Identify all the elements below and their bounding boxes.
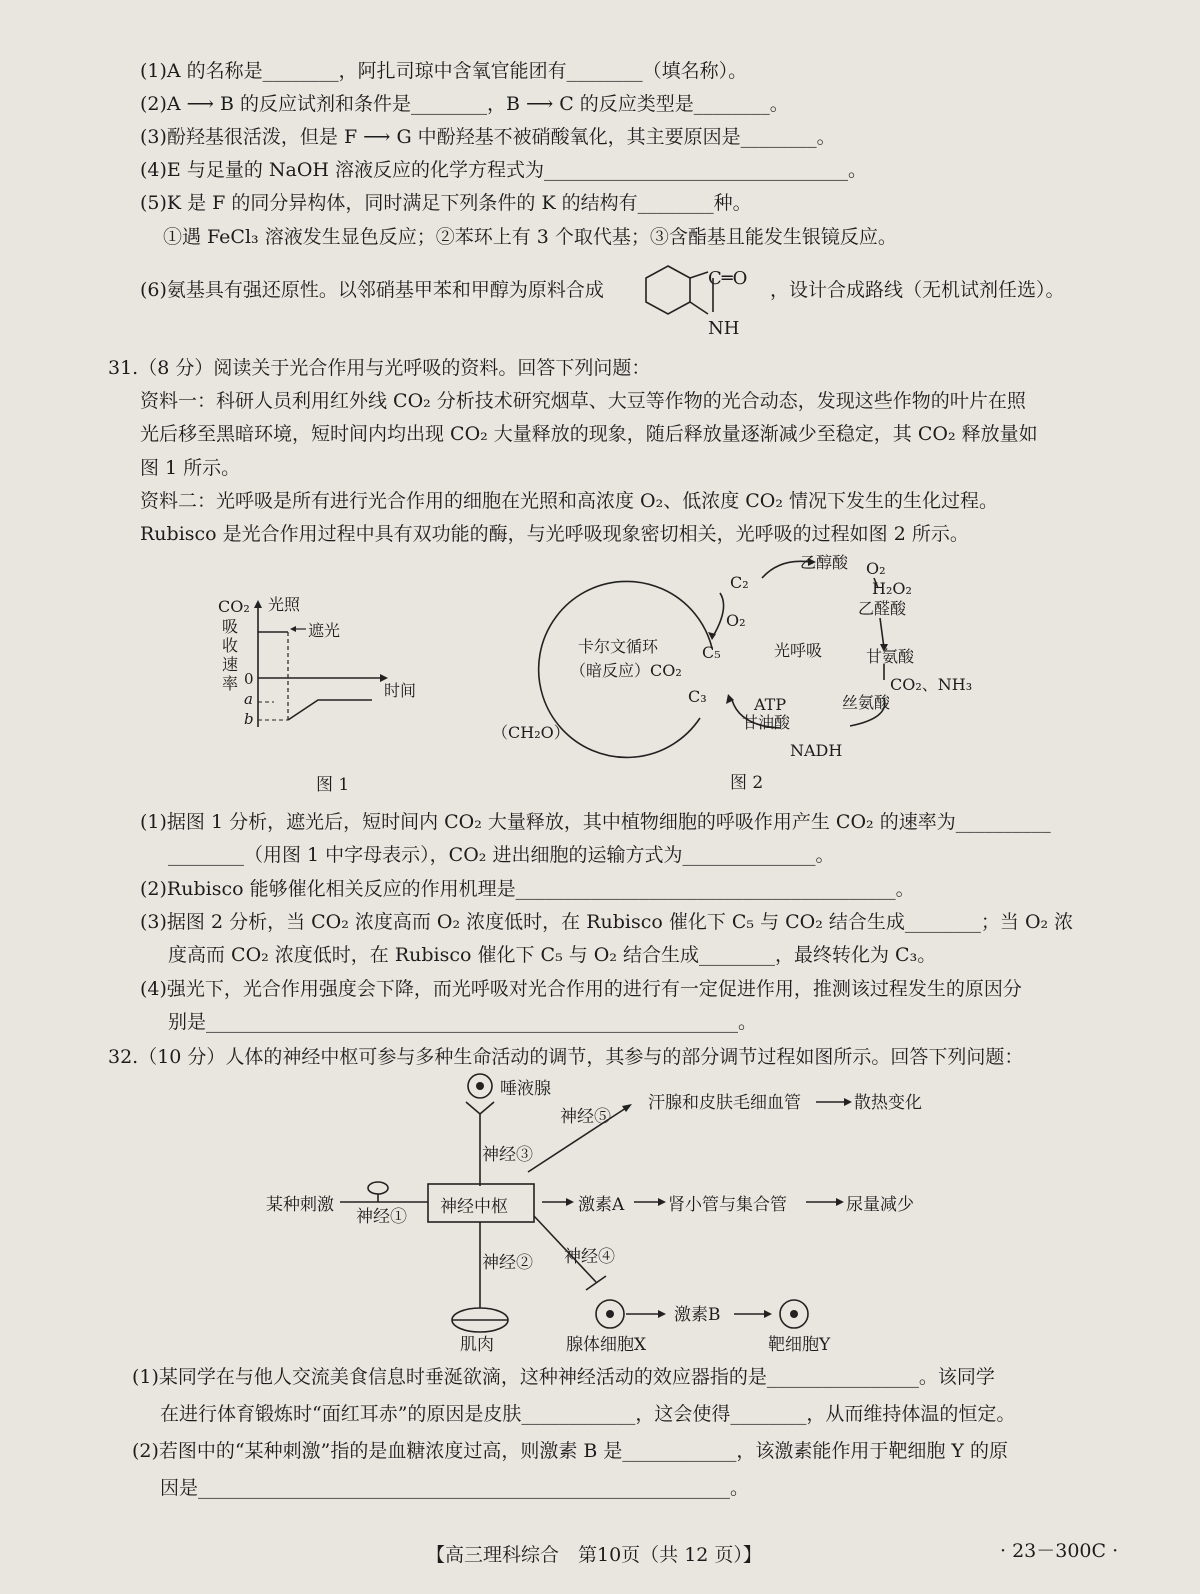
- co2-nh3-label: CO₂、NH₃: [890, 675, 973, 694]
- amine-label: NH: [708, 318, 740, 339]
- q31-q1-line2: ________（用图 1 中字母表示），CO₂ 进出细胞的运输方式为______________。: [168, 844, 835, 866]
- q31-header: 31.（8 分）阅读关于光合作用与光呼吸的资料。回答下列问题：: [108, 357, 651, 379]
- carbonyl-label: C═O: [708, 268, 748, 289]
- o2-label: O₂: [866, 559, 886, 578]
- q32-header: 32.（10 分）人体的神经中枢可参与多种生命活动的调节，其参与的部分调节过程如图所示。回答下列问题：: [108, 1046, 1024, 1068]
- fig1-ylabel-3: 速: [222, 655, 239, 674]
- fig1-ylabel-2: 收: [222, 636, 239, 655]
- nerve2-label: 神经②: [482, 1253, 533, 1273]
- stimulus-label: 某种刺激: [266, 1195, 334, 1215]
- fig1-shade-label: 遮光: [308, 621, 341, 640]
- target-y-label: 靶细胞Y: [768, 1335, 831, 1355]
- nerve4-label: 神经④: [564, 1247, 615, 1267]
- fig1-ylabel-1: 吸: [222, 617, 239, 636]
- figure-q32: [260, 1072, 960, 1362]
- footer-title: 【高三理科综合 第10页（共 12 页）】: [426, 1544, 762, 1566]
- figure-1: [210, 592, 450, 742]
- q30-sub6-prefix: (6)氨基具有强还原性。以邻硝基甲苯和甲醇为原料合成: [140, 279, 604, 301]
- lactam-structure: [640, 254, 770, 344]
- q31-q4-line2: 别是________________________________________________________。: [168, 1011, 758, 1033]
- q31-material2-line1: 资料二：光呼吸是所有进行光合作用的细胞在光照和高浓度 O₂、低浓度 CO₂ 情况下发生的生化过程。: [140, 490, 999, 512]
- fig1-zero: 0: [244, 670, 254, 688]
- fig1-xlabel: 时间: [384, 681, 417, 700]
- q32-q1-line2: 在进行体育锻炼时“面红耳赤”的原因是皮肤____________，这会使得________，从而维持体温的恒定。: [160, 1403, 1016, 1425]
- q31-material2-line2: Rubisco 是光合作用过程中具有双功能的酶，与光呼吸现象密切相关，光呼吸的过程如图 2 所示。: [140, 523, 969, 545]
- fig1-caption: 图 1: [316, 775, 350, 795]
- q31-q2: (2)Rubisco 能够催化相关反应的作用机理是________________________________________。: [140, 878, 915, 900]
- nerve5-label: 神经⑤: [560, 1107, 611, 1127]
- hormone-a-label: 激素A: [578, 1195, 625, 1215]
- q30-sub3: (3)酚羟基很活泼，但是 F ⟶ G 中酚羟基不被硝酸氧化，其主要原因是________。: [140, 126, 836, 148]
- kidney-label: 肾小管与集合管: [668, 1195, 787, 1215]
- glycerate-label: 甘油酸: [742, 713, 791, 732]
- footer-code: · 23－300C ·: [1000, 1540, 1119, 1562]
- glycine-label: 甘氨酸: [866, 647, 915, 666]
- q30-sub5: (5)K 是 F 的同分异构体，同时满足下列条件的 K 的结构有________种。: [140, 192, 752, 214]
- calvin-label: 卡尔文循环: [578, 637, 659, 656]
- q31-q4-line1: (4)强光下，光合作用强度会下降，而光呼吸对光合作用的进行有一定促进作用，推测该过程发生的原因分: [140, 978, 1022, 1000]
- nerve3-label: 神经③: [482, 1145, 533, 1165]
- o2-in-label: O₂: [726, 611, 746, 630]
- fig2-caption: 图 2: [730, 773, 764, 793]
- q30-sub4: (4)E 与足量的 NaOH 溶液反应的化学方程式为________________________________。: [140, 159, 868, 181]
- q32-q1-line1: (1)某同学在与他人交流美食信息时垂涎欲滴，这种神经活动的效应器指的是________________。该同学: [132, 1366, 995, 1388]
- nadh-label: NADH: [790, 741, 843, 760]
- glyoxylate-label: 乙醛酸: [858, 599, 907, 618]
- nerve1-label: 神经①: [356, 1207, 407, 1227]
- c2-label: C₂: [730, 573, 749, 592]
- q30-sub1: (1)A 的名称是________，阿扎司琼中含氧官能团有________（填名称）。: [140, 60, 748, 82]
- q30-sub2: (2)A ⟶ B 的反应试剂和条件是________，B ⟶ C 的反应类型是________。: [140, 93, 789, 115]
- fig1-ylabel-4: 率: [222, 674, 239, 693]
- urine-label: 尿量减少: [846, 1195, 914, 1215]
- q32-q2-line2: 因是________________________________________________________。: [160, 1477, 750, 1499]
- fig1-b: b: [244, 710, 254, 728]
- fig1-dark-curve: [288, 700, 372, 720]
- benzene-ring: [646, 266, 690, 314]
- q31-q3-line1: (3)据图 2 分析，当 CO₂ 浓度高而 O₂ 浓度低时，在 Rubisco 催化下 C₅ 与 CO₂ 结合生成________；当 O₂ 浓: [140, 911, 1074, 933]
- fig1-ylabel-co2: CO₂: [218, 597, 250, 616]
- h2o2-label: H₂O₂: [872, 579, 912, 598]
- q32-q2-line1: (2)若图中的“某种刺激”指的是血糖浓度过高，则激素 B 是____________，该激素能作用于靶细胞 Y 的原: [132, 1440, 1009, 1462]
- q31-material1-line3: 图 1 所示。: [140, 457, 241, 479]
- heat-label: 散热变化: [854, 1093, 922, 1113]
- photorespiration-label: 光呼吸: [774, 641, 823, 660]
- fig1-light-label: 光照: [268, 595, 301, 614]
- calvin-sub: （暗反应）CO₂: [570, 661, 682, 680]
- fig1-a: a: [244, 690, 253, 708]
- q31-q3-line2: 度高而 CO₂ 浓度低时，在 Rubisco 催化下 C₅ 与 O₂ 结合生成________，最终转化为 C₃。: [168, 944, 937, 966]
- q30-sub5-conditions: ①遇 FeCl₃ 溶液发生显色反应；②苯环上有 3 个取代基；③含酯基且能发生银镜反应。: [163, 226, 897, 248]
- salivary-label: 唾液腺: [500, 1079, 551, 1099]
- q31-material1-line2: 光后移至黑暗环境，短时间内均出现 CO₂ 大量释放的现象，随后释放量逐渐减少至稳定，其 CO₂ 释放量如: [140, 423, 1038, 445]
- figure-2: [480, 548, 1000, 768]
- ch2o-label: （CH₂O）: [492, 723, 570, 742]
- q31-q1-line1: (1)据图 1 分析，遮光后，短时间内 CO₂ 大量释放，其中植物细胞的呼吸作用产生 CO₂ 的速率为__________: [140, 811, 1051, 833]
- center-label: 神经中枢: [440, 1197, 508, 1217]
- hormone-b-label: 激素B: [674, 1305, 721, 1325]
- gland-x-label: 腺体细胞X: [566, 1335, 647, 1355]
- muscle-label: 肌肉: [460, 1335, 494, 1355]
- glycolate-label: 乙醇酸: [800, 553, 849, 572]
- q30-sub6-suffix: ，设计合成路线（无机试剂任选）。: [770, 279, 1065, 301]
- q31-material1-line1: 资料一：科研人员利用红外线 CO₂ 分析技术研究烟草、大豆等作物的光合动态，发现这些作物的叶片在照: [140, 390, 1026, 412]
- atp-label: ATP: [754, 695, 787, 714]
- c3-label: C₃: [688, 687, 707, 706]
- c5-label: C₅: [702, 643, 721, 662]
- sweat-label: 汗腺和皮肤毛细血管: [648, 1093, 801, 1113]
- serine-label: 丝氨酸: [842, 693, 891, 712]
